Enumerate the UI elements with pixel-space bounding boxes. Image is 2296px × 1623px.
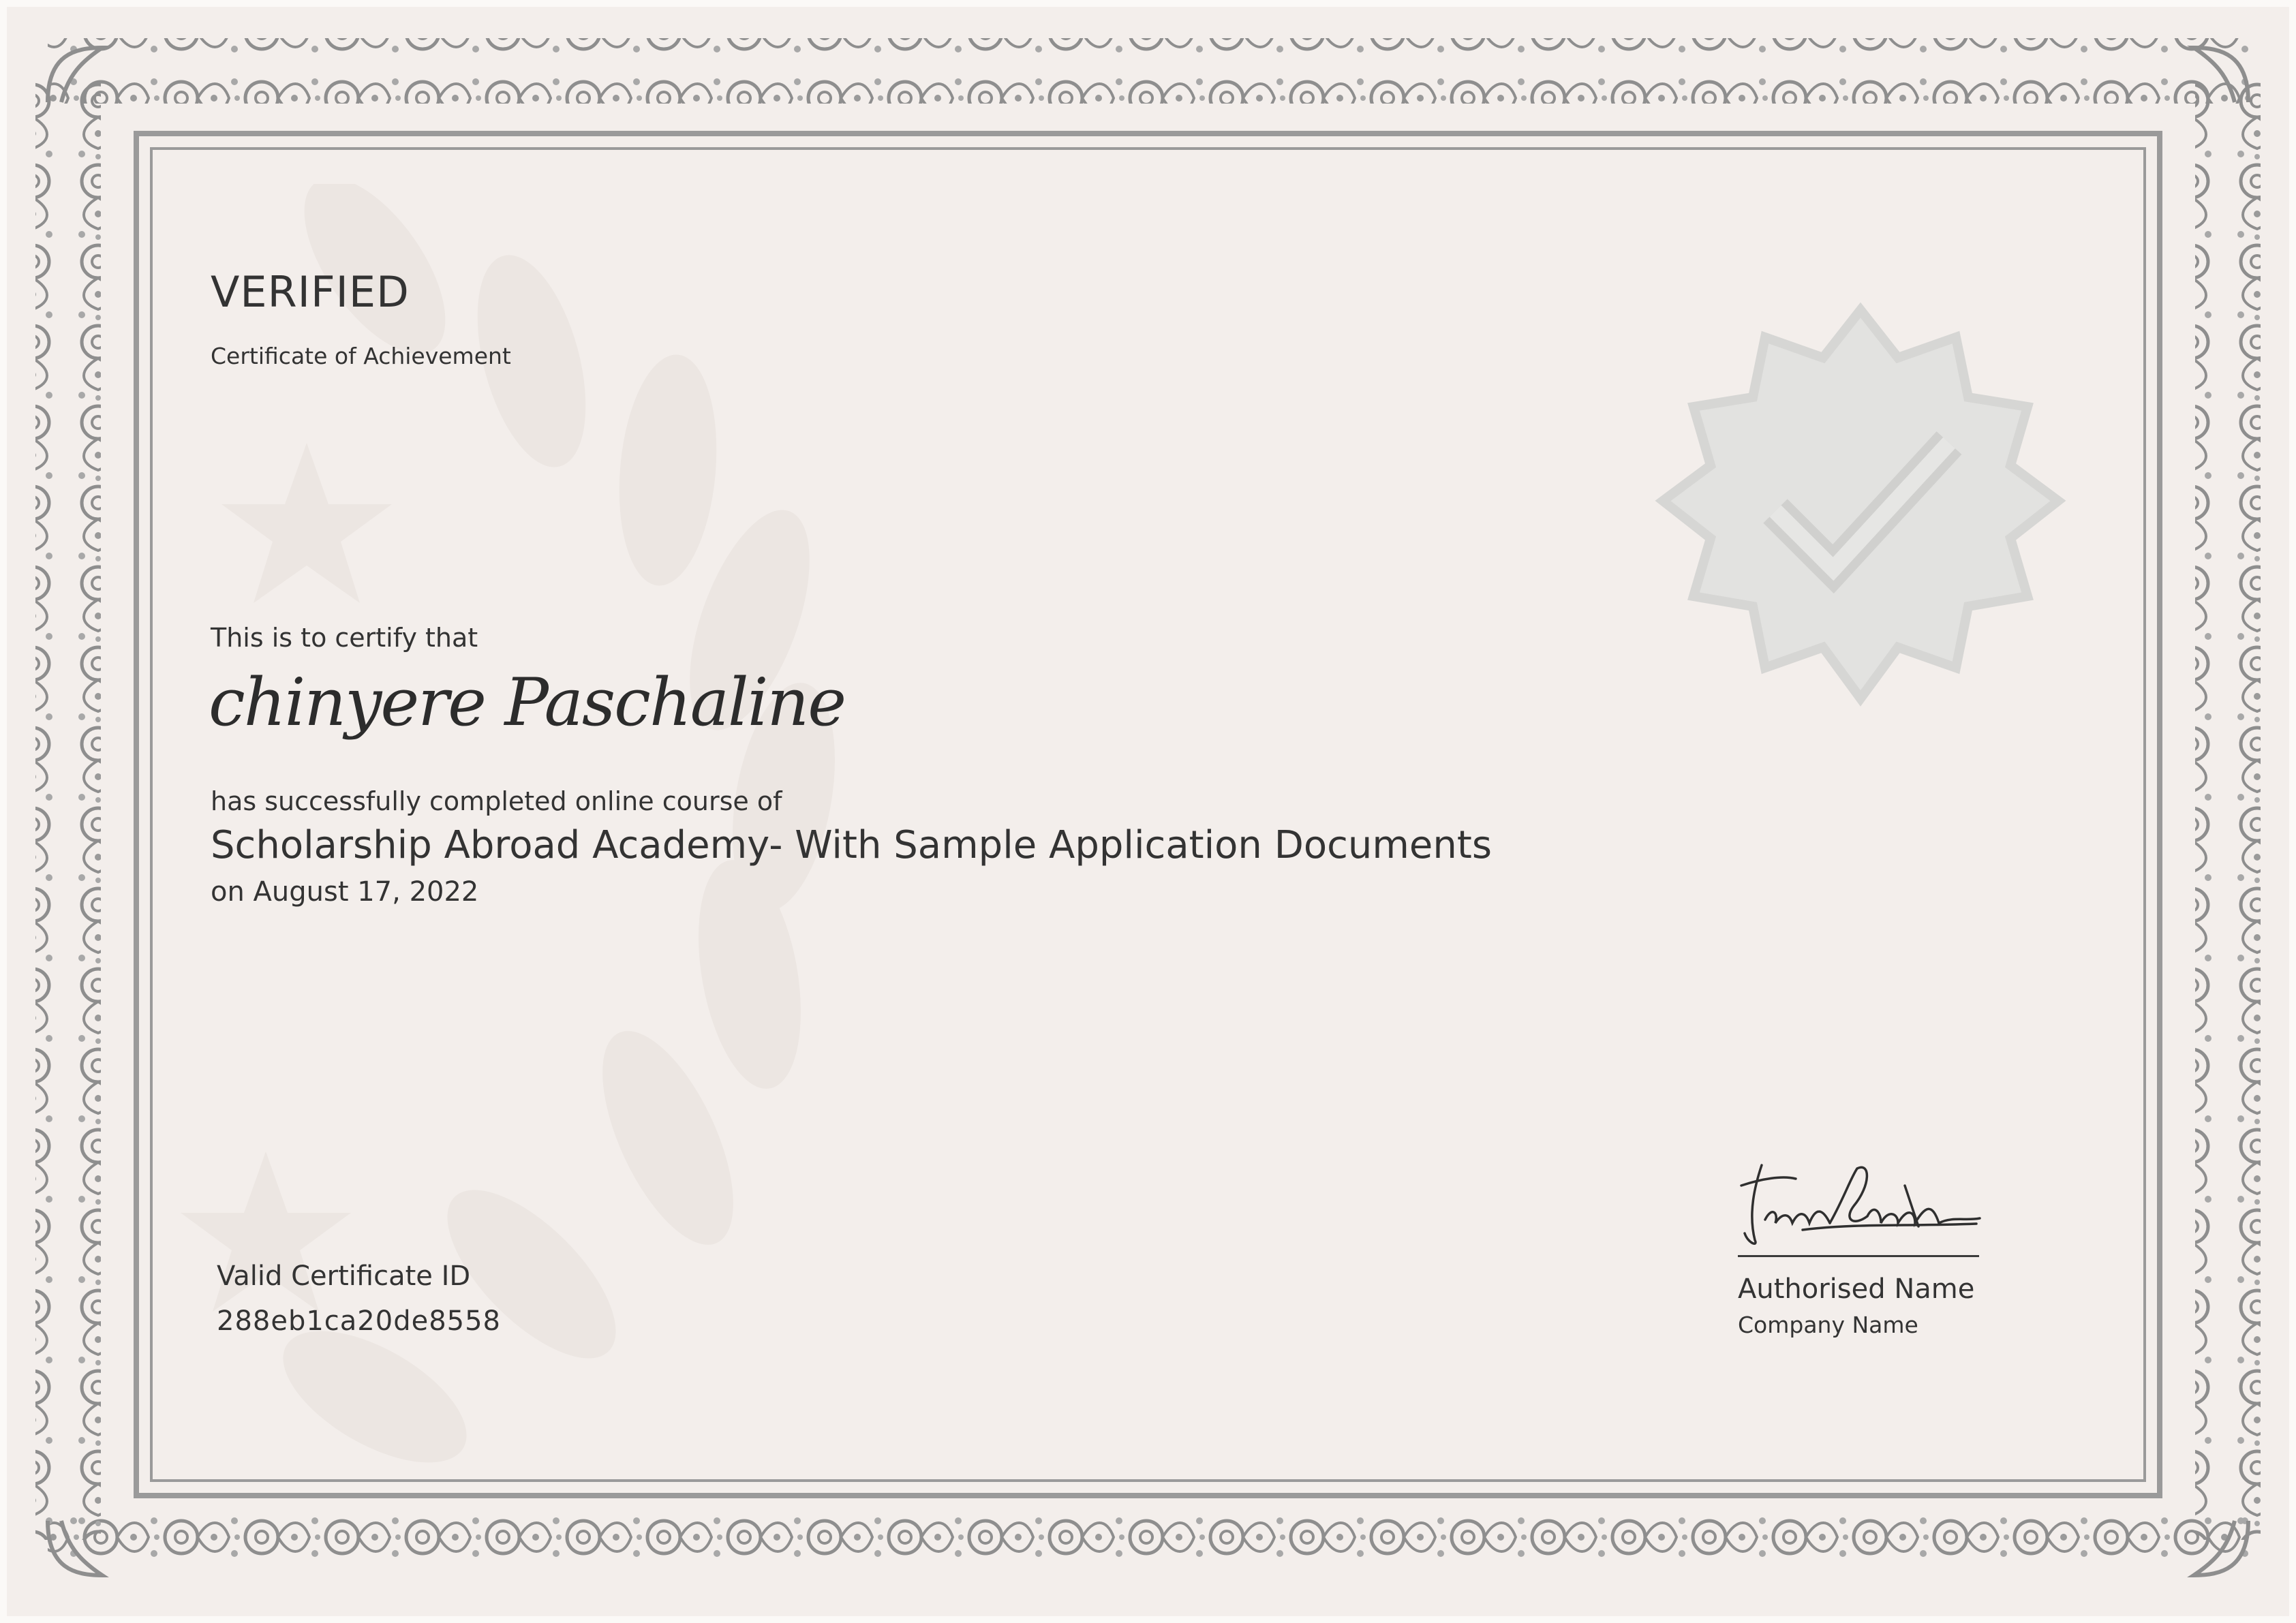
authorised-name: Authorised Name bbox=[1738, 1273, 1975, 1305]
certificate-subtitle: Certificate of Achievement bbox=[211, 343, 511, 369]
signature-line bbox=[1738, 1255, 1979, 1257]
signature-image bbox=[1734, 1158, 1987, 1254]
recipient-name: chinyere Paschaline bbox=[209, 664, 846, 741]
certificate-id-label: Valid Certificate ID bbox=[217, 1261, 471, 1292]
certificate-id-value: 288eb1ca20de8558 bbox=[217, 1305, 501, 1337]
verified-seal-icon bbox=[1649, 296, 2072, 719]
company-name: Company Name bbox=[1738, 1312, 1918, 1338]
completion-date: on August 17, 2022 bbox=[211, 876, 479, 908]
completion-text: has successfully completed online course of bbox=[211, 786, 782, 816]
certificate-heading: VERIFIED bbox=[211, 267, 410, 317]
course-title: Scholarship Abroad Academy- With Sample Application Documents bbox=[211, 823, 1492, 867]
certify-text: This is to certify that bbox=[211, 623, 478, 653]
